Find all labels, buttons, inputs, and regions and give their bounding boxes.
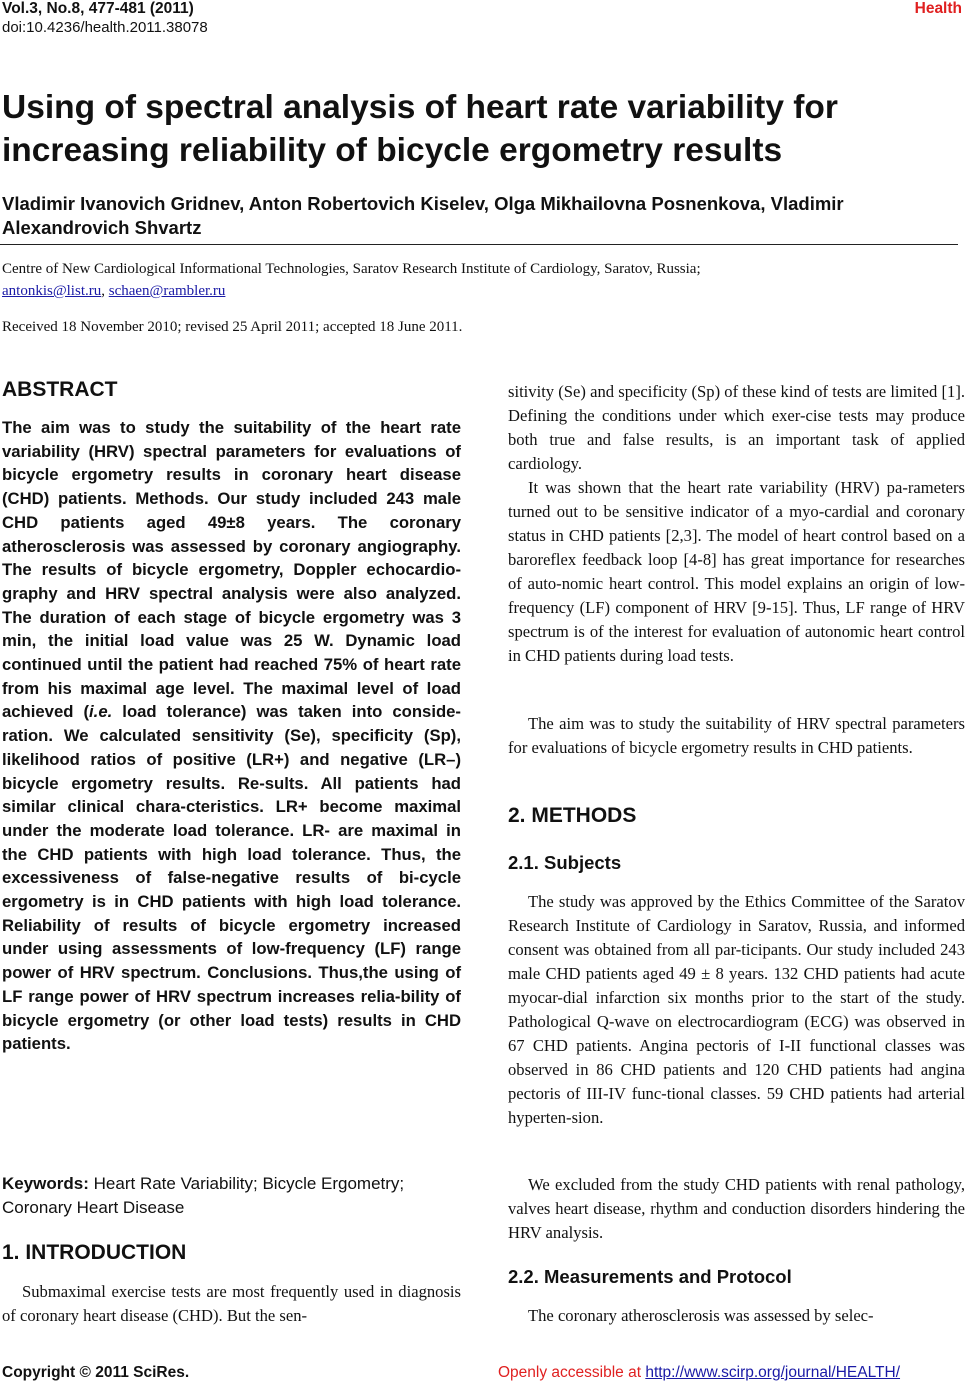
abstract-body xyxy=(2,416,461,1056)
keywords-label: Keywords: xyxy=(2,1174,89,1193)
email-separator: , xyxy=(101,283,109,299)
keywords-text: Heart Rate Variability; Bicycle Ergometry; Coronary Heart Disease xyxy=(2,1174,405,1217)
header-divider xyxy=(0,244,958,245)
keywords xyxy=(2,1172,461,1220)
paragraph-subjects-1: The study was approved by the Ethics Committee of the Saratov Research Institute of Cardiology in Saratov, Russia, and informed consent was obtained from all par-ticipants. Our study included 243 male CHD patients aged 49 ± 8 years. 132 CHD patients had acute myocar-dial infarction six months prior to the start of the study. Pathological Q-wave on electrocardiogram (ECG) was observed in 67 CHD patients. Angina pectoris of I-II functional classes was observed in 86 CHD patients and 120 CHD patients had angina pectoris of III-IV func-tional classes. 59 CHD patients had arterial hyperten-sion. xyxy=(508,892,965,1127)
section-heading-introduction: 1. INTRODUCTION xyxy=(2,1241,187,1264)
journal-url-link[interactable]: http://www.scirp.org/journal/HEALTH/ xyxy=(645,1364,901,1381)
journal-volume: Vol.3, No.8, 477-481 (2011) xyxy=(2,0,194,17)
section-heading-methods: 2. METHODS xyxy=(508,804,637,827)
authors: Vladimir Ivanovich Gridnev, Anton Robertovich Kiselev, Olga Mikhailovna Posnenkova, Vladimir Alexandrovich Shvartz xyxy=(2,193,844,238)
received-dates: Received 18 November 2010; revised 25 April 2011; accepted 18 June 2011. xyxy=(2,319,463,335)
copyright: Copyright © 2011 SciRes. xyxy=(2,1364,190,1381)
journal-name: Health xyxy=(914,0,962,17)
abstract-ie: i.e. xyxy=(89,702,113,722)
subsection-heading-measurements: 2.2. Measurements and Protocol xyxy=(508,1266,792,1287)
paragraph-intro-2: sitivity (Se) and specificity (Sp) of these kind of tests are limited [1]. Defining the conditions under which exer-cise tests may produce both true and false results, is an important task of applied cardiology. xyxy=(508,382,965,473)
open-access-note xyxy=(498,1364,900,1382)
paragraph-subjects-2: We excluded from the study CHD patients with renal pathology, valves heart disease, rhythm and conduction disorders hindering the HRV analysis. xyxy=(508,1175,965,1242)
affiliation-text: Centre of New Cardiological Informational Technologies, Saratov Research Institute of Cardiology, Saratov, Russia; xyxy=(2,261,701,277)
paragraph-intro-3: It was shown that the heart rate variability (HRV) pa-rameters turned out to be sensitive indicator of a myo-cardial and coronary status in CHD patients [2,3]. The model of heart control based on a baroreflex feedback loop [4-8] has great importance for researches of auto-nomic heart control. This model explains an origin of low-frequency (LF) component of HRV [9-15]. Thus, LF range of HRV spectrum is of the interest for evaluation of autonomic heart control in CHD patients during load tests. xyxy=(508,478,965,665)
email-link-1[interactable]: antonkis@list.ru xyxy=(2,283,102,299)
open-access-text: Openly accessible at xyxy=(498,1364,646,1381)
abstract-heading: ABSTRACT xyxy=(2,378,118,401)
affiliation xyxy=(2,258,952,302)
paragraph-intro-4: The aim was to study the suitability of HRV spectral parameters for evaluations of bicycle ergometry results in CHD patients. xyxy=(508,714,965,757)
email-link-2[interactable]: schaen@rambler.ru xyxy=(108,283,226,299)
doi: doi:10.4236/health.2011.38078 xyxy=(2,19,208,36)
abstract-text-1: The aim was to study the suitability of the heart rate variability (HRV) spectral parameters for evaluations of bicycle ergometry results in coronary heart disease (CHD) patients. Methods. Our study included 243 male CHD patients aged 49±8 years. The coronary atherosclerosis was assessed by coronary angiography. The results of bicycle ergometry, Doppler echocardio-graphy and HRV spectral analysis were also analyzed. The duration of each stage of bicycle ergometry was 3 min, the initial load value was 25 W. Dynamic load continued until the patient had reached 75% of heart rate from his maximal age level. The maximal level of load achieved ( xyxy=(2,418,461,722)
paragraph-measurements-1: The coronary atherosclerosis was assessed by selec- xyxy=(528,1306,874,1325)
paragraph-intro-1: Submaximal exercise tests are most frequently used in diagnosis of coronary heart disease (CHD). But the sen- xyxy=(2,1282,461,1325)
abstract-text-2: load tolerance) was taken into conside-ration. We calculated sensitivity (Se), specificity (Sp), likelihood ratios of positive (LR+) and negative (LR–) bicycle ergometry results. Re-sults. All patients had similar clinical chara-cteristics. LR+ become maximal under the moderate load tolerance. LR- are maximal in the CHD patients with high load tolerance. Thus, the excessiveness of false-negative results of bi-cycle ergometry is in CHD patients with high load tolerance. Reliability of results of bicycle ergometry increased under using assessments of low-frequency (LF) range power of HRV spectrum. Conclusions. Thus,the using of LF range power of HRV spectrum increases relia-bility of bicycle ergometry (or other load tests) results in CHD patients. xyxy=(2,702,461,1054)
paper-title: Using of spectral analysis of heart rate variability for increasing reliability of bicycle ergometry results xyxy=(2,89,838,169)
subsection-heading-subjects: 2.1. Subjects xyxy=(508,852,622,873)
